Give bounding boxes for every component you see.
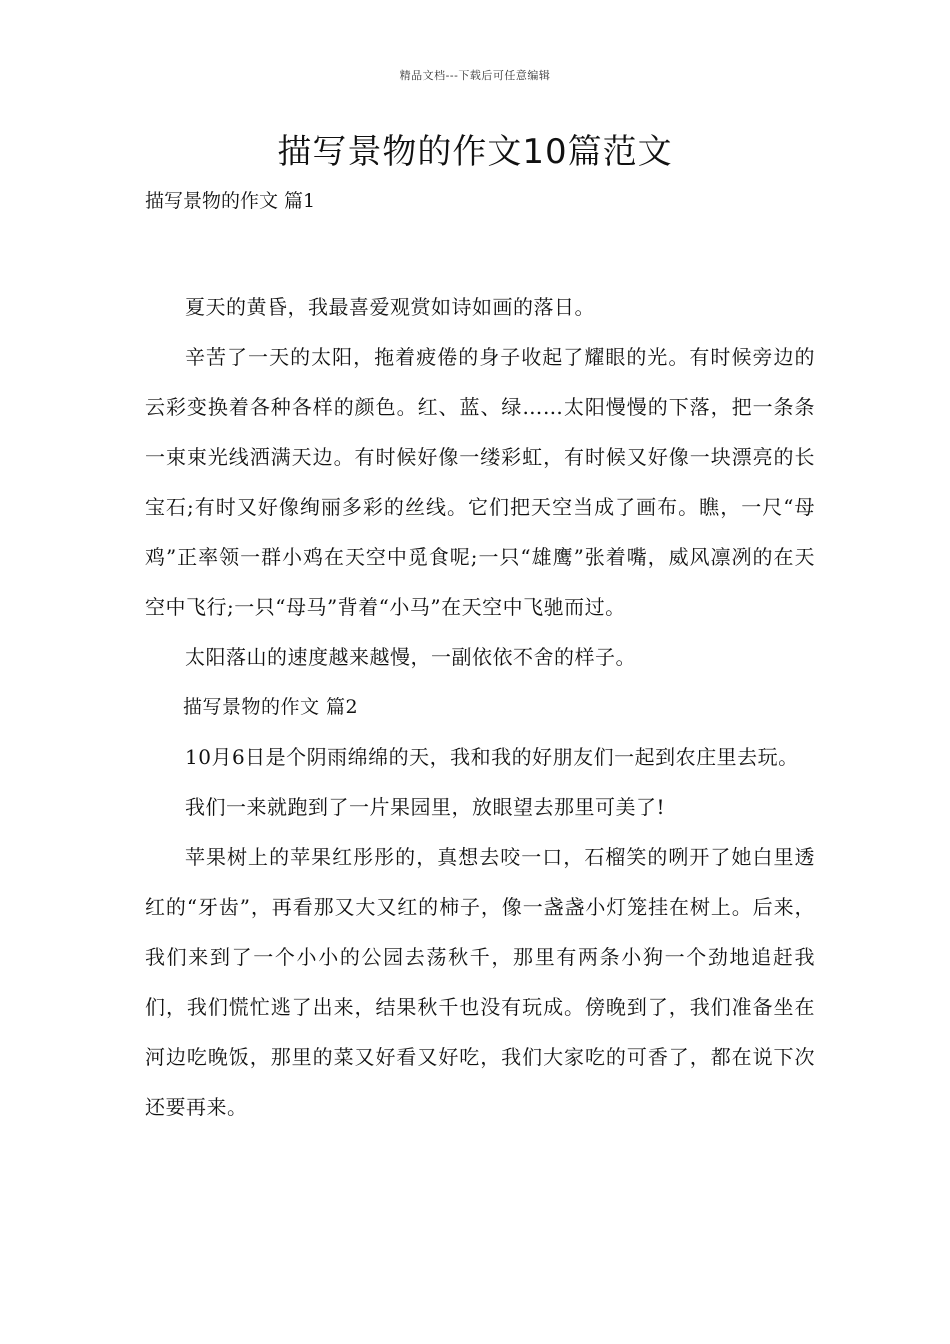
header-note: 精品文档---下载后可任意编辑	[399, 69, 551, 82]
section-heading: 描写景物的作文 篇1	[145, 190, 316, 212]
paragraph: 辛苦了一天的太阳，拖着疲倦的身子收起了耀眼的光。有时候旁边的云彩变换着各种各样的颜色。红、蓝、绿……太阳慢慢的下落，把一条条一束束光线洒满天边。有时候好像一缕彩虹，有时候又好像一块漂亮的长宝石;有时又好像绚丽多彩的丝线。它们把天空当成了画布。瞧，一尺“母鸡”正率领一群小鸡在天空中觅食呢;一只“雄鹰”张着嘴，威风凛冽的在天空中飞行;一只“母马”背着“小马”在天空中飞驰而过。	[145, 345, 815, 619]
paragraph: 夏天的黄昏，我最喜爱观赏如诗如画的落日。	[185, 295, 595, 319]
section-heading: 描写景物的作文 篇2	[183, 696, 359, 718]
paragraph: 太阳落山的速度越来越慢，一副依依不舍的样子。	[185, 645, 636, 669]
paragraph: 我们一来就跑到了一片果园里，放眼望去那里可美了!	[185, 795, 666, 819]
paragraph: 10月6日是个阴雨绵绵的天，我和我的好朋友们一起到农庄里去玩。	[185, 745, 799, 769]
document-title: 描写景物的作文10篇范文	[277, 132, 673, 172]
document-body	[145, 282, 815, 1132]
paragraph: 苹果树上的苹果红彤彤的，真想去咬一口，石榴笑的咧开了她白里透红的“牙齿”，再看那又大又红的柿子，像一盏盏小灯笼挂在树上。后来，我们来到了一个小小的公园去荡秋千，那里有两条小狗一个劲地追赶我们，我们慌忙逃了出来，结果秋千也没有玩成。傍晚到了，我们准备坐在河边吃晚饭，那里的菜又好看又好吃，我们大家吃的可香了，都在说下次还要再来。	[145, 845, 815, 1119]
